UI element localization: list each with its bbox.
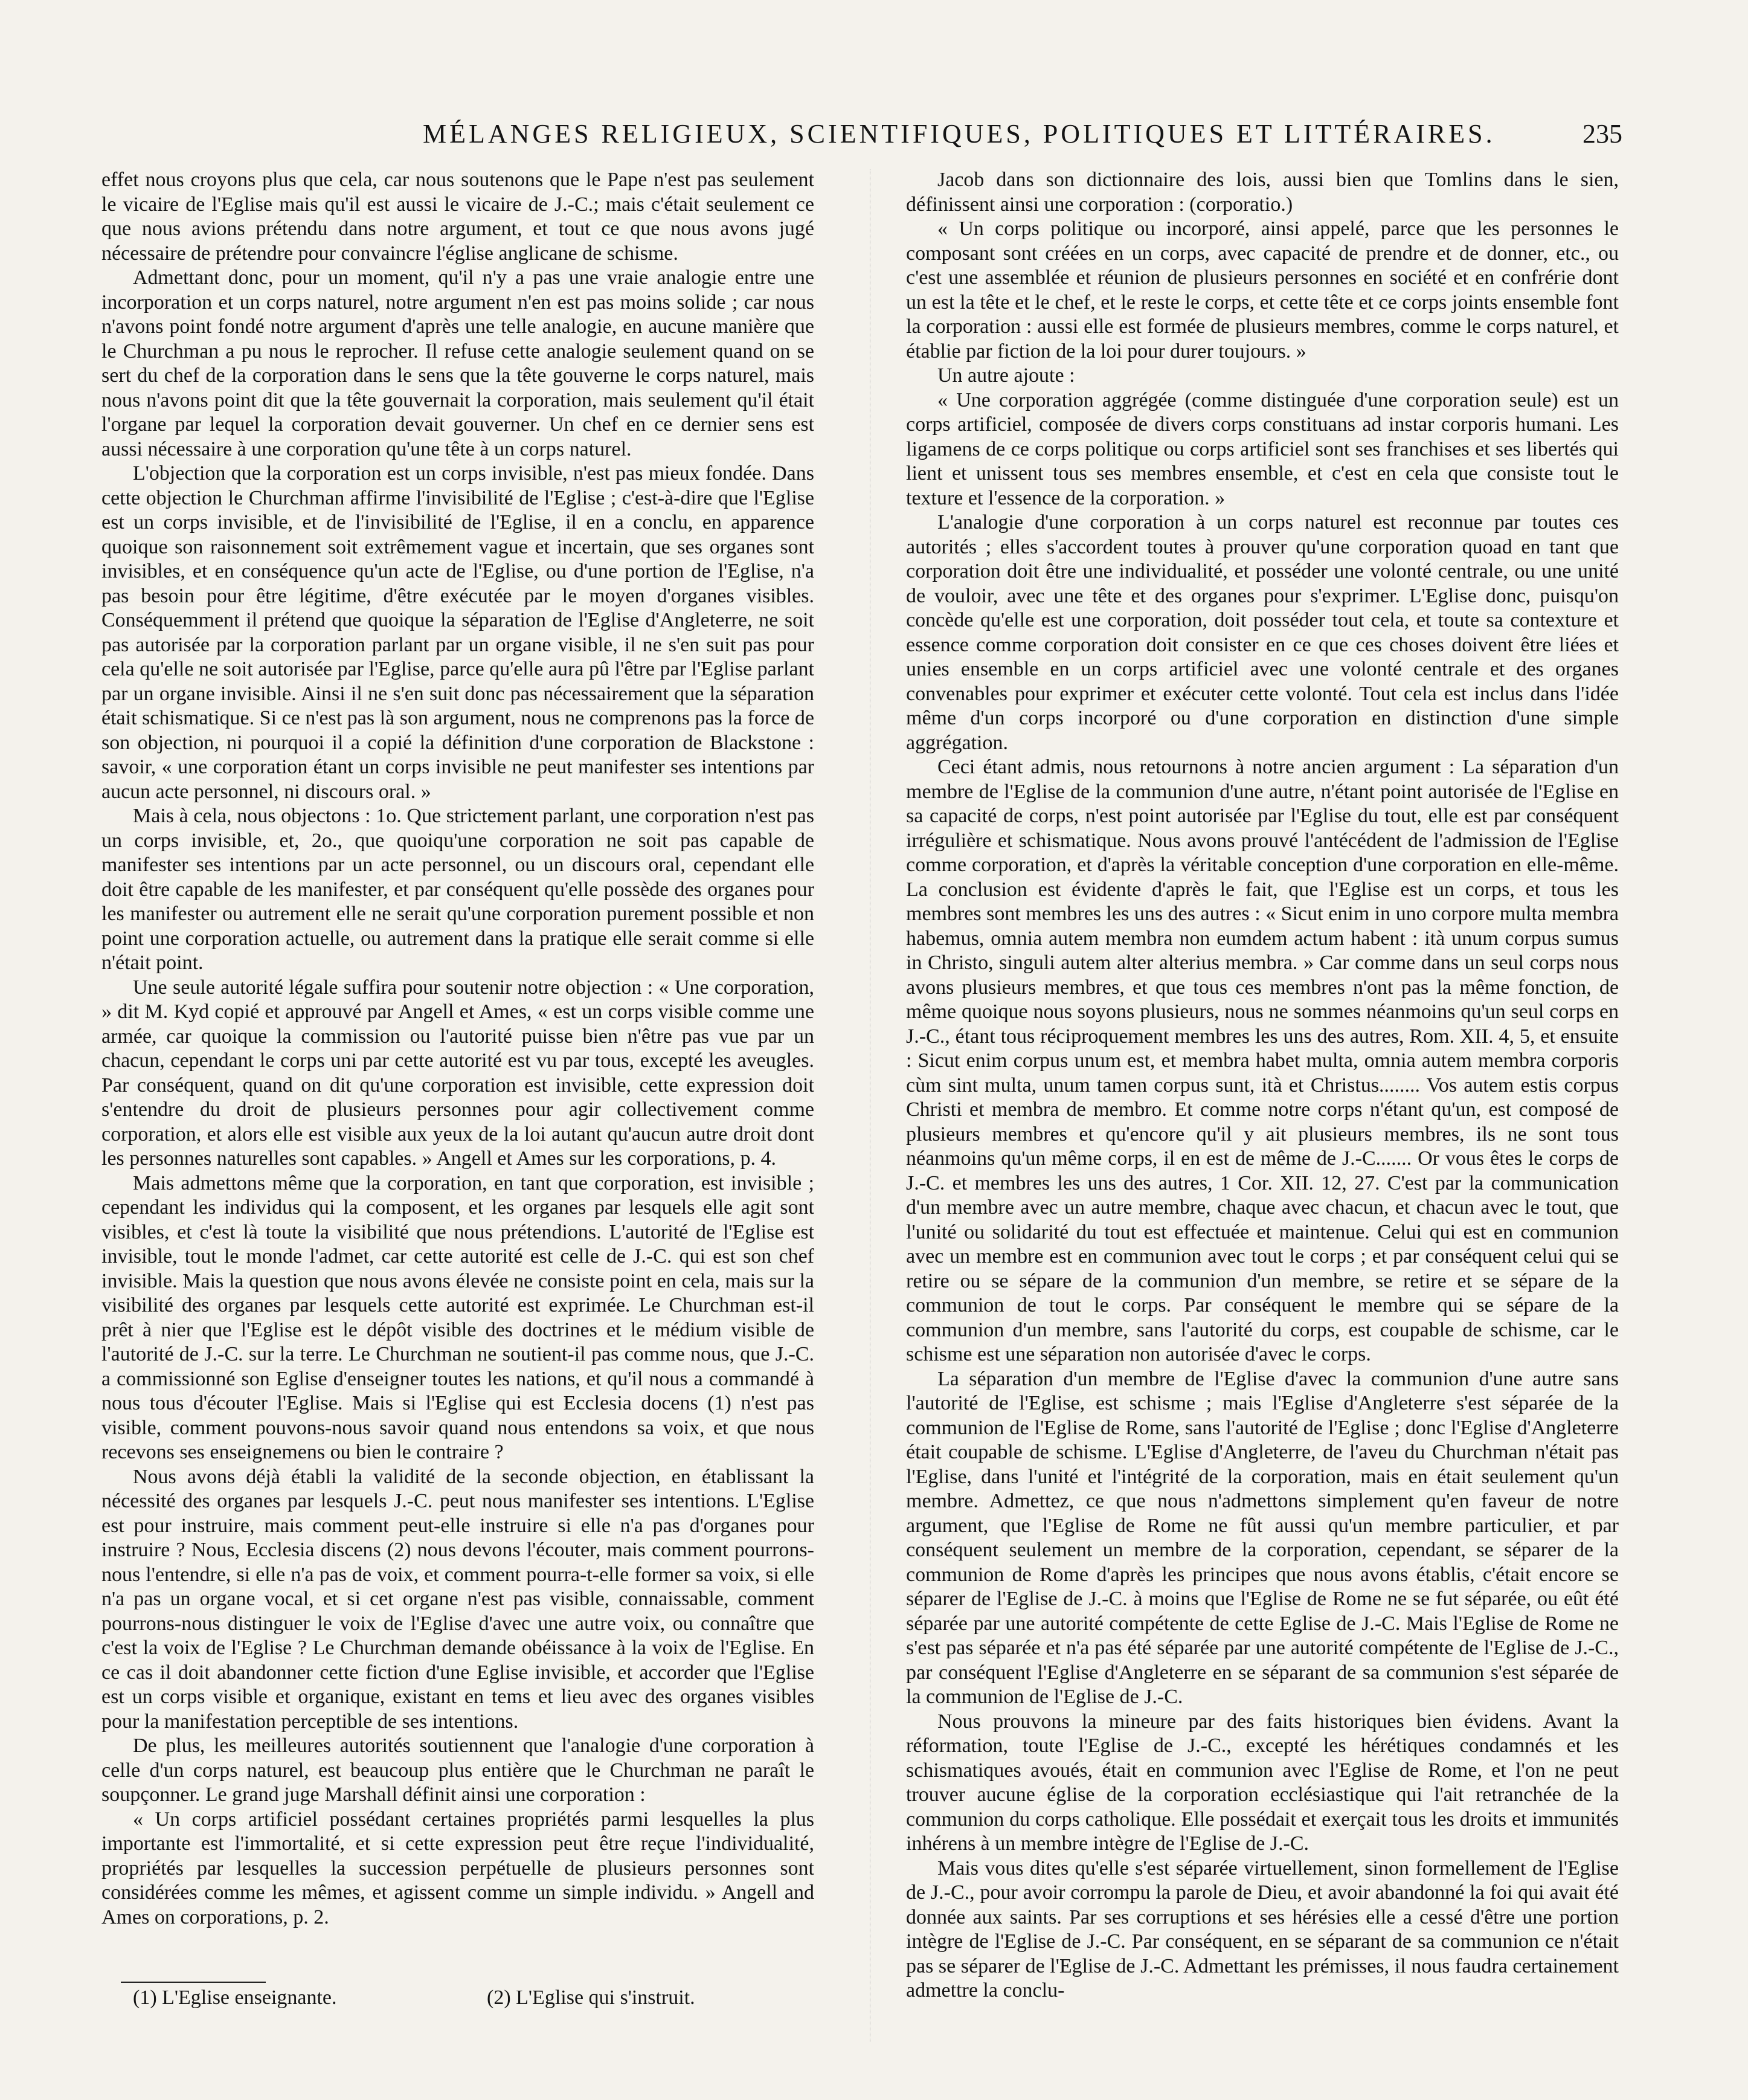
paragraph: Nous prouvons la mineure par des faits historiques bien évidens. Avant la réformation, toute l'Eglise de J.-C., excepté les hérétiques condamnés et les schismatiques avoués, était en communion avec l'Eglise de Rome, et l'on ne peut trouver aucune église de la corporation ecclésiastique qui l'ait retranchée de la communion du corps catholique. Elle possédait et exerçait tous les droits et immunités inhérens à un membre intègre de l'Eglise de J.-C. bbox=[906, 1710, 1619, 1855]
quotation: « Une corporation aggrégée (comme distinguée d'une corporation seule) est un corps artificiel, composée de divers corps constituans ad instar corporis humani. Les ligamens de ce corps politique ou corps artificiel sont ses franchises et ses libertés qui lient et unissent tous ses membres ensemble, et c'est en cela que consiste tout le texture et l'essence de la corporation. » bbox=[906, 388, 1619, 509]
paragraph: De plus, les meilleures autorités soutiennent que l'analogie d'une corporation à celle d'un corps naturel, est beaucoup plus entière que le Churchman ne paraît le soupçonner. Le grand juge Marshall définit ainsi une corporation : bbox=[101, 1734, 814, 1806]
quotation: « Un corps politique ou incorporé, ainsi appelé, parce que les personnes le composant sont créées en un corps, avec capacité de prendre et de donner, etc., ou c'est une assemblée et réunion de plusieurs personnes en société et en confrérie dont un est la tête et le chef, et le reste le corps, et cette tête et ce corps joints ensemble font la corporation : aussi elle est formée de plusieurs membres, comme le corps naturel, et établie par fiction de la loi pour durer toujours. » bbox=[906, 217, 1619, 362]
footnote-rule bbox=[121, 1982, 266, 1983]
paragraph: Un autre ajoute : bbox=[937, 364, 1075, 387]
footnote-2: (2) L'Eglise qui s'instruit. bbox=[487, 1986, 695, 2009]
paragraph: L'analogie d'une corporation à un corps naturel est reconnue par toutes ces autorités ; elles s'accordent toutes à prouver qu'une corporation quoad en tant que corporation doit être une individualité, et posséder une volonté centrale, ou une unité de vouloir, avec une tête et des organes pour s'exprimer. L'Eglise donc, puisqu'on concède qu'elle est une corporation, doit posséder tout cela, et toute sa contexture et essence comme corporation doit consister en ce que ces choses doivent être liées et unies ensemble en un corps artificiel avec une volonté centrale et des organes convenables pour exprimer et exécuter cette volonté. Tout cela est inclus dans l'idée même d'un corps incorporé ou d'une corporation en distinction d'une simple aggrégation. bbox=[906, 511, 1619, 754]
paragraph: Mais admettons même que la corporation, en tant que corporation, est invisible ; cependant les individus qui la composent, et les organes par lesquels elle agit sont visibles, et c'est là toute la visibilité que nous prétendions. L'autorité de l'Eglise est invisible, tout le monde l'admet, car cette autorité est celle de J.-C. qui est son chef invisible. Mais la question que nous avons élevée ne consiste point en cela, mais sur la visibilité des organes par lesquels cette autorité est exprimée. Le Churchman est-il prêt à nier que l'Eglise est le dépôt visible des doctrines et le médium visible de l'autorité de J.-C. sur la terre. Le Churchman ne soutient-il pas comme nous, que J.-C. a commissionné son Eglise d'enseigner toutes les nations, et qu'il nous a commandé à nous tous d'écouter l'Eglise. Mais si l'Eglise qui est Ecclesia docens (1) n'est pas visible, comment pouvons-nous savoir quand nous entendons sa voix, et que nous recevons ses enseignemens ou bien le contraire ? bbox=[101, 1171, 814, 1463]
paragraph: Jacob dans son dictionnaire des lois, aussi bien que Tomlins dans le sien, définissent ainsi une corporation : (corporatio.) bbox=[906, 169, 1619, 216]
paragraph: effet nous croyons plus que cela, car nous soutenons que le Pape n'est pas seulement le vicaire de l'Eglise mais qu'il est aussi le vicaire de J.-C.; mais c'était seulement ce que nous avions prétendu dans notre argument, et tout ce que nous avons jugé nécessaire de prétendre pour convaincre l'église anglicane de schisme. bbox=[101, 169, 814, 265]
page-header bbox=[0, 118, 1748, 152]
left-column bbox=[101, 168, 814, 1968]
paragraph: Mais à cela, nous objectons : 1o. Que strictement parlant, une corporation n'est pas un corps invisible, et, 2o., que quoiqu'une corporation ne soit pas capable de manifester ses intentions par un acte personnel, ou un discours oral, cependant elle doit être capable de les manifester, et par conséquent qu'elle possède des organes pour les manifester ou autrement elle ne serait qu'une corporation purement possible et non point une corporation actuelle, ou autrement dans la pratique elle serait comme si elle n'était point. bbox=[101, 805, 814, 974]
page-number: 235 bbox=[1583, 119, 1622, 149]
paragraph: L'objection que la corporation est un corps invisible, n'est pas mieux fondée. Dans cette objection le Churchman affirme l'invisibilité de l'Eglise ; c'est-à-dire que l'Eglise est un corps invisible, et de l'invisibilité de l'Eglise, il en a conclu, en apparence quoique son raisonnement soit extrêmement vague et incertain, que ses organes sont invisibles, et en conséquence qu'un acte de l'Eglise, ou d'une portion de l'Eglise, n'a pas besoin pour être légitime, d'être exécutée par le moyen d'organes visibles. Conséquemment il prétend que quoique la séparation de l'Eglise d'Angleterre, ne soit pas autorisée par la corporation parlant par un organe visible, il ne s'en suit pas pour cela qu'elle ne soit autorisée par l'Eglise, parce qu'elle aura pû l'être par l'Eglise parlant par un organe invisible. Ainsi il ne s'en suit donc pas nécessairement que la séparation était schismatique. Si ce n'est pas là son argument, nous ne comprenons pas la force de son objection, ni pourquoi il a copié la définition d'une corporation de Blackstone : savoir, « une corporation étant un corps invisible ne peut manifester ses intentions par aucun acte personnel, ni discours oral. » bbox=[101, 462, 814, 803]
running-title: MÉLANGES RELIGIEUX, SCIENTIFIQUES, POLITIQUES ET LITTÉRAIRES. bbox=[423, 119, 1496, 149]
paragraph: La séparation d'un membre de l'Eglise d'avec la communion d'une autre sans l'autorité de l'Eglise, est schisme ; mais l'Eglise d'Angleterre s'est séparée de la communion de l'Eglise de Rome, sans l'autorité de l'Eglise ; donc l'Eglise d'Angleterre était coupable de schisme. L'Eglise d'Angleterre, de l'aveu du Churchman n'était pas l'Eglise, dans l'unité et l'intégrité de la corporation, mais en était seulement qu'un membre. Admettez, ce que nous n'admettons simplement qu'en faveur de notre argument, que l'Eglise de Rome ne fût aussi qu'un membre particulier, et par conséquent seulement un membre de la corporation, cependant, se séparer de la communion de Rome d'après les principes que nous avons établis, c'était encore se séparer de l'Eglise de J.-C. à moins que l'Eglise de Rome ne se fut séparée, ou eût été séparée par une autorité compétente de cette Eglise de J.-C. Mais l'Eglise de Rome ne s'est pas séparée et n'a pas été séparée par une autorité compétente de l'Eglise de J.-C., par conséquent l'Eglise d'Angleterre en se séparant de sa communion s'est séparée de la communion de l'Eglise de J.-C. bbox=[906, 1367, 1619, 1708]
paragraph: Une seule autorité légale suffira pour soutenir notre objection : « Une corporation, » dit M. Kyd copié et approuvé par Angell et Ames, « est un corps visible comme une armée, car quoique la commission ou l'autorité puisse bien n'être pas vue par un chacun, cependant le corps uni par cette autorité est vu par tous, excepté les aveugles. Par conséquent, quand on dit qu'une corporation est invisible, cette expression doit s'entendre du droit de plusieurs personnes pour agir collectivement comme corporation, et alors elle est visible aux yeux de la loi autant qu'aucun autre droit dont les personnes naturelles sont capables. » Angell et Ames sur les corporations, p. 4. bbox=[101, 976, 814, 1170]
paragraph: Admettant donc, pour un moment, qu'il n'y a pas une vraie analogie entre une incorporation et un corps naturel, notre argument n'en est pas moins solide ; car nous n'avons point fondé notre argument d'après une telle analogie, en aucune manière que le Churchman a pu nous le reprocher. Il refuse cette analogie seulement quand on se sert du chef de la corporation dans le sens que la tête gouverne le corps naturel, mais nous n'avons point dit que la tête gouvernait la corporation, mais seulement qu'il était l'organe par lequel la corporation devait gouverner. Un chef en ce dernier sens est aussi nécessaire à une corporation qu'une tête à un corps naturel. bbox=[101, 266, 814, 460]
quotation: « Un corps artificiel possédant certaines propriétés parmi lesquelles la plus importante est l'immortalité, et si cette expression peut être reçue l'individualité, propriétés par lesquelles la succession perpétuelle de plusieurs personnes sont considérées comme les mêmes, et agissent comme un simple individu. » Angell and Ames on corporations, p. 2. bbox=[101, 1808, 814, 1928]
footnote-1: (1) L'Eglise enseignante. bbox=[133, 1986, 337, 2009]
paragraph: Ceci étant admis, nous retournons à notre ancien argument : La séparation d'un membre de l'Eglise de la communion d'une autre, n'étant point autorisée de l'Eglise en sa capacité de corps, n'est point autorisée par l'Eglise du tout, elle est par conséquent irrégulière et schismatique. Nous avons prouvé l'antécédent de l'admission de l'Eglise comme corporation, et d'après la véritable conception d'une corporation en elle-même. La conclusion est évidente d'après le fait, que l'Eglise est un corps, et tous les membres sont membres les uns des autres : « Sicut enim in uno corpore multa membra habemus, omnia autem membra non eumdem actum habent : ità unum corpus sumus in Christo, singuli autem alter alterius membra. » Car comme dans un seul corps nous avons plusieurs membres, et que tous ces membres n'ont pas la même fonction, de même quoique nous soyons plusieurs, nous ne sommes néanmoins qu'un seul corps en J.-C., étant tous réciproquement membres les uns des autres, Rom. XII. 4, 5, et ensuite : Sicut enim corpus unum est, et membra habet multa, omnia autem membra corporis cùm sint multa, unum tamen corpus sunt, ità et Christus........ Vos autem estis corpus Christi et membra de membro. Et comme notre corps n'étant qu'un, est composé de plusieurs membres et qu'encore qu'il y ait plusieurs membres, ils ne sont tous néanmoins qu'un même corps, il en est de même de J.-C....... Or vous êtes le corps de J.-C. et membres les uns des autres, 1 Cor. XII. 12, 27. C'est par la communication d'un membre avec un autre membre, chaque avec chacun, et chacun avec le tout, que l'unité ou solidarité du tout est effectuée et maintenue. Celui qui est en communion avec un membre est en communion avec tout le corps ; et par conséquent celui qui se retire ou se sépare de la communion d'un membre, se retire et se sépare de la communion de tout le corps. Par conséquent le membre qui se sépare de la communion d'un membre, sans l'autorité du corps, est coupable de schisme, car le schisme est une séparation non autorisée d'avec le corps. bbox=[906, 756, 1619, 1365]
footnotes bbox=[133, 1986, 797, 2009]
paragraph: Nous avons déjà établi la validité de la seconde objection, en établissant la nécessité des organes par lesquels J.-C. peut nous manifester ses intentions. L'Eglise est pour instruire, mais comment peut-elle instruire si elle n'a pas d'organes pour instruire ? Nous, Ecclesia discens (2) nous devons l'écouter, mais comment pourrons-nous l'entendre, si elle n'a pas de voix, et comment pourra-t-elle former sa voix, si elle n'a pas un organe vocal, et si cet organe n'est pas visible, connaissable, comment pourrons-nous distinguer le voix de l'Eglise d'avec une autre voix, ou connaître que c'est la voix de l'Eglise ? Le Churchman demande obéissance à la voix de l'Eglise. En ce cas il doit abandonner cette fiction d'une Eglise invisible, et accorder que l'Eglise est un corps visible et organique, existant en tems et lieu avec des organes visibles pour la manifestation perceptible de ses intentions. bbox=[101, 1465, 814, 1733]
paragraph: Mais vous dites qu'elle s'est séparée virtuellement, sinon formellement de l'Eglise de J.-C., pour avoir corrompu la parole de Dieu, et avoir abandonné la foi qui avait été donnée aux saints. Par ses corruptions et ses hérésies elle a cessé d'être une portion intègre de l'Eglise de J.-C. Par conséquent, en se séparant de sa communion ce n'était pas se séparer de l'Eglise de J.-C. Admettant les prémisses, il nous faudra certainement admettre la conclu- bbox=[906, 1857, 1619, 2002]
right-column bbox=[906, 168, 1619, 2005]
